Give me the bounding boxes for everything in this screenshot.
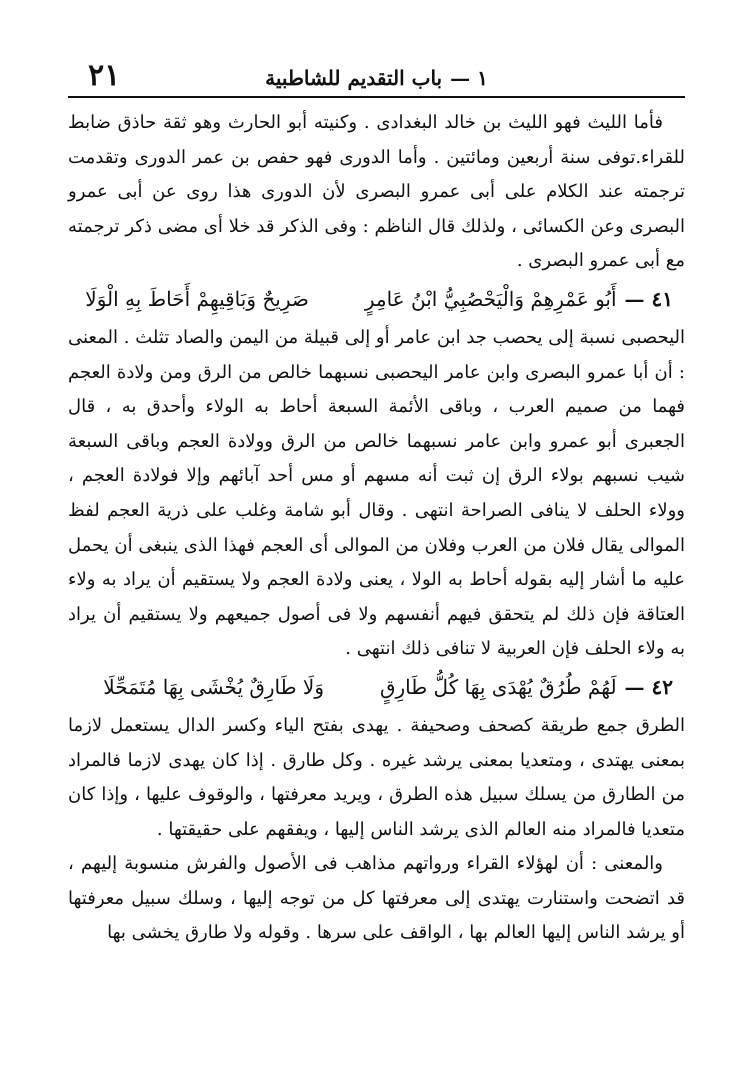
verse-second-hemistich: صَرِيحٌ وَبَاقِيهِمْ أَحَاطَ بِهِ الْوَلَا bbox=[85, 286, 309, 311]
text-line: المعنى : أن أبا عمرو البصرى وابن عامر اليحصبى نسبهما خالص من الرق ومن bbox=[68, 326, 685, 383]
page-number: ٢١ bbox=[88, 58, 121, 93]
verse-first-hemistich: أَبُو عَمْرِهِمْ وَالْيَحْصُبِيُّ ابْنُ عَامِرٍ bbox=[364, 286, 617, 311]
chapter-title: باب التقديم للشاطبية bbox=[265, 66, 443, 90]
text-line: قال الجعبرى أبو عمرو وابن عامر نسبهما خالص من الرق وولادة العجم وباقى السبعة bbox=[68, 396, 685, 452]
verse-second-hemistich: وَلَا طَارِقٌ يُخْشَى بِهَا مُتَمَحِّلَا bbox=[103, 674, 324, 699]
page-header bbox=[68, 52, 685, 98]
text-line: به ولاء الحلف فإن العربية لا تنافى ذلك انتهى . bbox=[345, 638, 685, 660]
verse-41 bbox=[68, 279, 685, 321]
text-line: ترجمته عند الكلام على أبى عمرو البصرى لأن الدورى هذا روى عن أبى عمرو bbox=[68, 181, 685, 203]
text-line: يهتدى ، ومتعديا بمعنى يرشد غيره . وكل طارق . إذا كان يهدى لازما فالمراد من bbox=[68, 749, 685, 806]
text-line: ترجمته مع أبى عمرو البصرى . bbox=[68, 215, 685, 272]
page-body bbox=[68, 106, 685, 951]
verse-first-hemistich: لَهُمْ طُرُقٌ يُهْدَى بِهَا كُلُّ طَارِقٍ bbox=[379, 674, 617, 699]
verse-42 bbox=[68, 667, 685, 709]
text-line: فأما الليث فهو الليث بن خالد البغدادى . وكنيته أبو الحارث وهو ثقة حاذق ضابط bbox=[68, 112, 663, 133]
text-line: والمعنى : أن لهؤلاء القراء ورواتهم مذاهب فى الأصول والفرش منسوبة إليهم ، bbox=[68, 853, 663, 875]
paragraph-narrators bbox=[68, 106, 685, 279]
running-title bbox=[68, 66, 685, 90]
text-line: شيب نسبهم بولاء الرق إن ثبت أنه مسهم أو مس أحد آبائهم وإلا فولادة العجم ، bbox=[68, 465, 685, 487]
text-line: ولاء العتاقة فإن ذلك لم يتحقق فيهم أنفسهم ولا فى أصول جميعهم ولا يستقيم أن يراد bbox=[68, 569, 685, 625]
commentary-verse-41 bbox=[68, 321, 685, 667]
text-line: البصرى وعن الكسائى ، ولذلك قال الناظم : وفى الذكر قد خلا أى مضى ذكر bbox=[125, 215, 685, 237]
text-line: عليه ما أشار إليه بقوله أحاط به الولا ، يعنى ولادة العجم ولا يستقيم أن يراد به bbox=[101, 569, 685, 591]
text-line: وولاء الحلف لا ينافى الصراحة انتهى . وقال أبو شامة وغلب على ذرية العجم لفظ bbox=[68, 499, 685, 521]
text-line: الموالى يقال فلان من العرب وفلان من الموالى أى العجم فهذا الذى ينبغى أن يحمل bbox=[68, 534, 685, 556]
text-line: للقراء.توفى سنة أربعين ومائتين . وأما الدورى فهو حفص بن عمر الدورى وتقدمت bbox=[68, 146, 685, 168]
text-line: أو يرشد الناس إليها العالم بها ، الواقف على سرها . وقوله ولا طارق يخشى بها bbox=[107, 922, 685, 944]
commentary-verse-42-meaning bbox=[68, 847, 685, 951]
text-line: متعديا فالمراد منه العالم الذى يرشد الناس إليها ، ويفقهم على حقيقتها . bbox=[156, 818, 685, 840]
text-line: قد اتضحت واستنارت يهتدى إلى معرفتها كل من توجه إليها ، وسلك سبيل معرفتها bbox=[68, 887, 685, 909]
commentary-verse-42-vocabulary bbox=[68, 709, 685, 847]
verse-number: ٤١ — bbox=[624, 286, 673, 311]
text-line: اليحصبى نسبة إلى يحصب جد ابن عامر أو إلى قبيلة من اليمن والصاد تثلث . bbox=[123, 326, 685, 348]
text-line: ولادة العجم فهما من صميم العرب ، وباقى الأئمة السبعة أحاط به الولاء وأحدق به ، bbox=[68, 361, 685, 418]
text-line: الطرق جمع طريقة كصحف وصحيفة . يهدى بفتح الياء وكسر الدال يستعمل لازما بمعنى bbox=[68, 714, 685, 771]
text-line: الطارق من يسلك سبيل هذه الطرق ، ويريد معرفتها ، والوقوف عليها ، وإذا كان bbox=[68, 784, 656, 806]
chapter-number: ١ — bbox=[450, 66, 488, 90]
verse-number: ٤٢ — bbox=[624, 674, 673, 699]
